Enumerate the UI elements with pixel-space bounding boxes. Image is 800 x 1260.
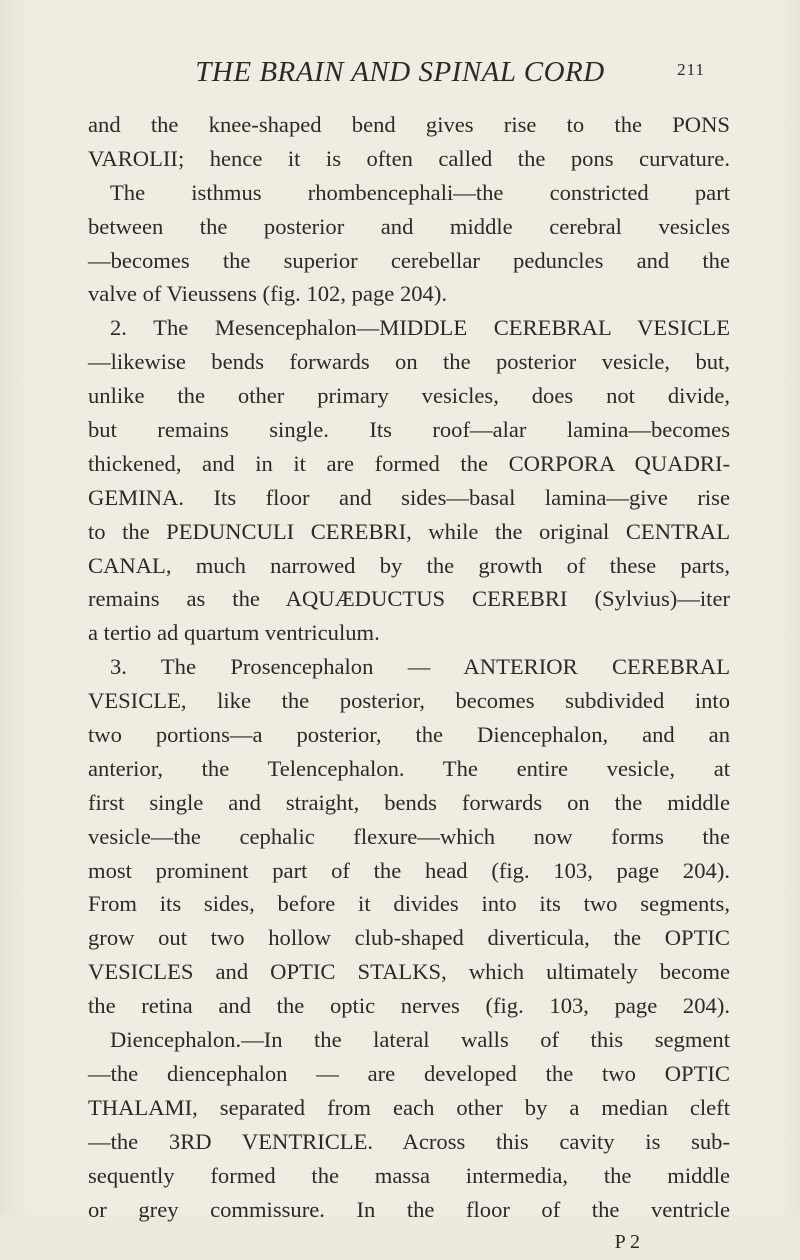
signature-mark: P 2	[614, 1231, 640, 1254]
text-line: —the diencephalon — are developed the two OPTIC	[88, 1060, 730, 1086]
text-line: to the PEDUNCULI CEREBRI, while the original CENTRAL	[88, 518, 730, 544]
text-line: —becomes the superior cerebellar peduncles and the	[88, 247, 730, 273]
text-line: grow out two hollow club-shaped diverticula, the OPTIC	[88, 925, 730, 951]
section-heading-prosencephalon: 3. The Prosencephalon — ANTERIOR CEREBRAL	[110, 654, 730, 680]
text-line: between the posterior and middle cerebral vesicles	[88, 213, 730, 239]
text-line: valve of Vieussens (fig. 102, page 204).	[88, 281, 448, 307]
text-line: VAROLII; hence it is often called the pons curvature.	[88, 145, 730, 171]
body-text	[88, 108, 730, 1260]
section-heading-mesencephalon: 2. The Mesencephalon—MIDDLE CEREBRAL VESICLE	[110, 315, 730, 341]
text-line: CANAL, much narrowed by the growth of these parts,	[88, 552, 730, 578]
text-line: the retina and the optic nerves (fig. 103, page 204).	[88, 993, 730, 1019]
text-line: The isthmus rhombencephali—the constricted part	[110, 179, 730, 205]
text-line: —likewise bends forwards on the posterior vesicle, but,	[88, 349, 730, 375]
text-line: unlike the other primary vesicles, does not divide,	[88, 383, 730, 409]
text-line: sequently formed the massa intermedia, the middle	[88, 1162, 730, 1188]
text-line: but remains single. Its roof—alar lamina—becomes	[88, 417, 730, 443]
text-line: remains as the AQUÆDUCTUS CEREBRI (Sylvius)—iter	[88, 586, 730, 612]
text-line: VESICLES and OPTIC STALKS, which ultimately become	[88, 959, 730, 985]
text-line: From its sides, before it divides into its two segments,	[88, 891, 730, 917]
text-line: anterior, the Telencephalon. The entire vesicle, at	[88, 755, 730, 781]
text-line: THALAMI, separated from each other by a median cleft	[88, 1094, 730, 1120]
text-line: thickened, and in it are formed the CORPORA QUADRI-	[88, 450, 730, 476]
text-line: —the 3RD VENTRICLE. Across this cavity is sub-	[88, 1128, 730, 1154]
text-line: and the knee-shaped bend gives rise to the PONS	[88, 112, 730, 137]
text-line: GEMINA. Its floor and sides—basal lamina—give rise	[88, 484, 730, 510]
subsection-diencephalon: Diencephalon.—In the lateral walls of this segment	[110, 1027, 730, 1053]
page-number: 211	[677, 60, 705, 79]
text-line: a tertio ad quartum ventriculum.	[88, 620, 380, 646]
text-line: vesicle—the cephalic flexure—which now forms the	[88, 823, 730, 849]
text-line: two portions—a posterior, the Diencephalon, and an	[88, 722, 730, 748]
text-line: VESICLE, like the posterior, becomes subdivided into	[88, 688, 730, 714]
page-header	[0, 56, 800, 96]
text-line: or grey commissure. In the floor of the ventricle	[88, 1196, 730, 1222]
text-line: most prominent part of the head (fig. 103, page 204).	[88, 857, 730, 883]
text-line: first single and straight, bends forwards on the middle	[88, 789, 730, 815]
running-head: THE BRAIN AND SPINAL CORD	[195, 56, 605, 88]
